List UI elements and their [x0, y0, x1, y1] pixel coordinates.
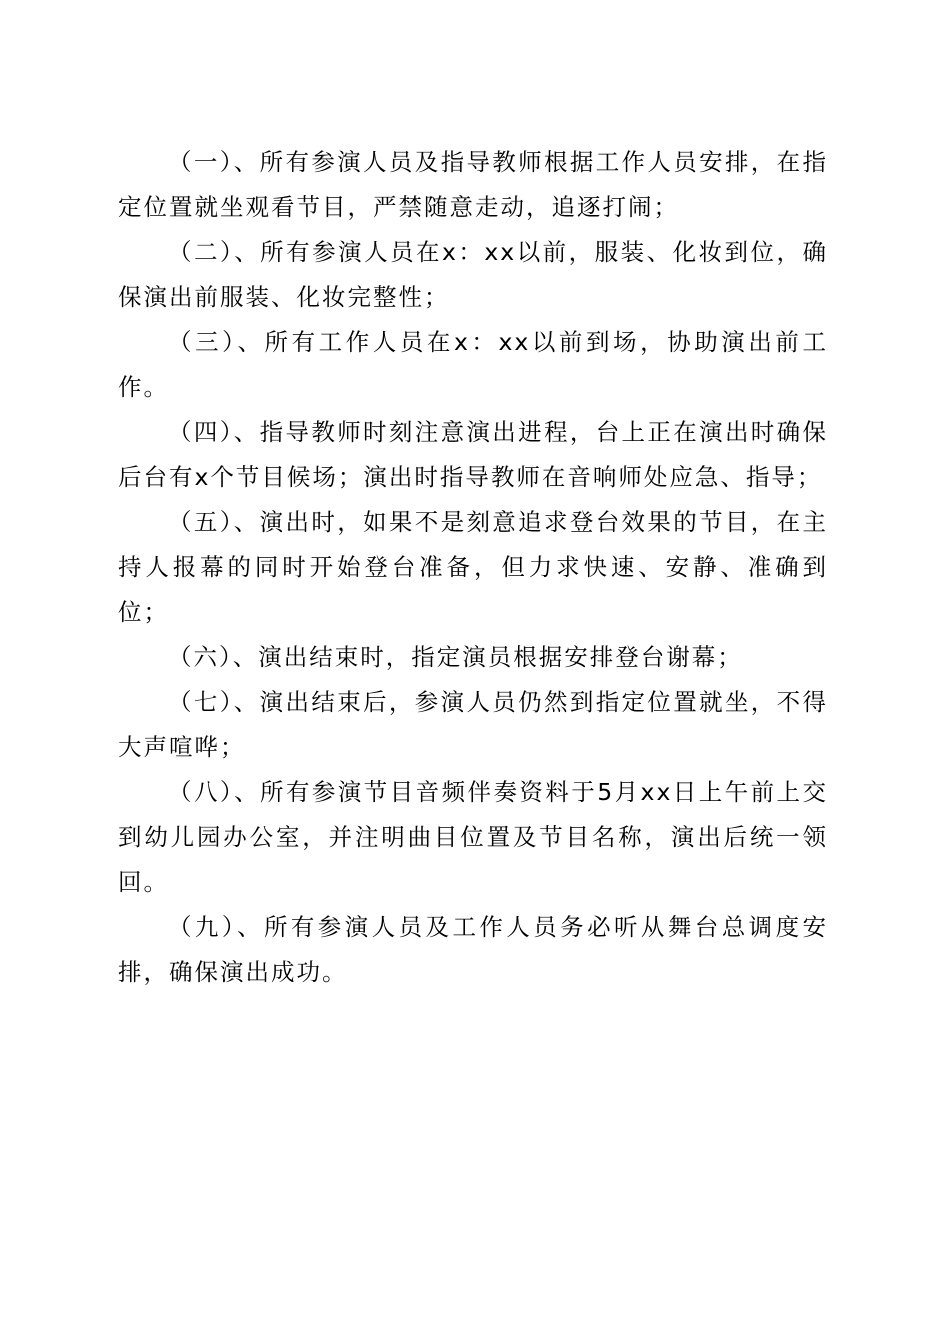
paragraph-5: （五）、演出时，如果不是刻意追求登台效果的节目，在主持人报幕的同时开始登台准备，但力求快速、安静、准确到位；	[118, 508, 828, 626]
paragraph-7: （七）、演出结束后，参演人员仍然到指定位置就坐，不得大声喧哗；	[118, 688, 828, 761]
document-body	[118, 140, 828, 995]
paragraph-6: （六）、演出结束时，指定演员根据安排登台谢幕；	[168, 643, 743, 671]
paragraph-9: （九）、所有参演人员及工作人员务必听从舞台总调度安排，确保演出成功。	[118, 913, 828, 986]
paragraph-8: （八）、所有参演节目音频伴奏资料于5月xx日上午前上交到幼儿园办公室，并注明曲目位置及节目名称，演出后统一领回。	[118, 778, 828, 896]
paragraph-4: （四）、指导教师时刻注意演出进程，台上正在演出时确保后台有x个节目候场；演出时指导教师在音响师处应急、指导；	[118, 418, 828, 491]
paragraph-2: （二）、所有参演人员在x：xx以前，服装、化妆到位，确保演出前服装、化妆完整性；	[118, 238, 828, 311]
paragraph-3: （三）、所有工作人员在x：xx以前到场，协助演出前工作。	[118, 328, 828, 401]
paragraph-1: （一）、所有参演人员及指导教师根据工作人员安排，在指定位置就坐观看节目，严禁随意走动，追逐打闹；	[118, 148, 828, 221]
